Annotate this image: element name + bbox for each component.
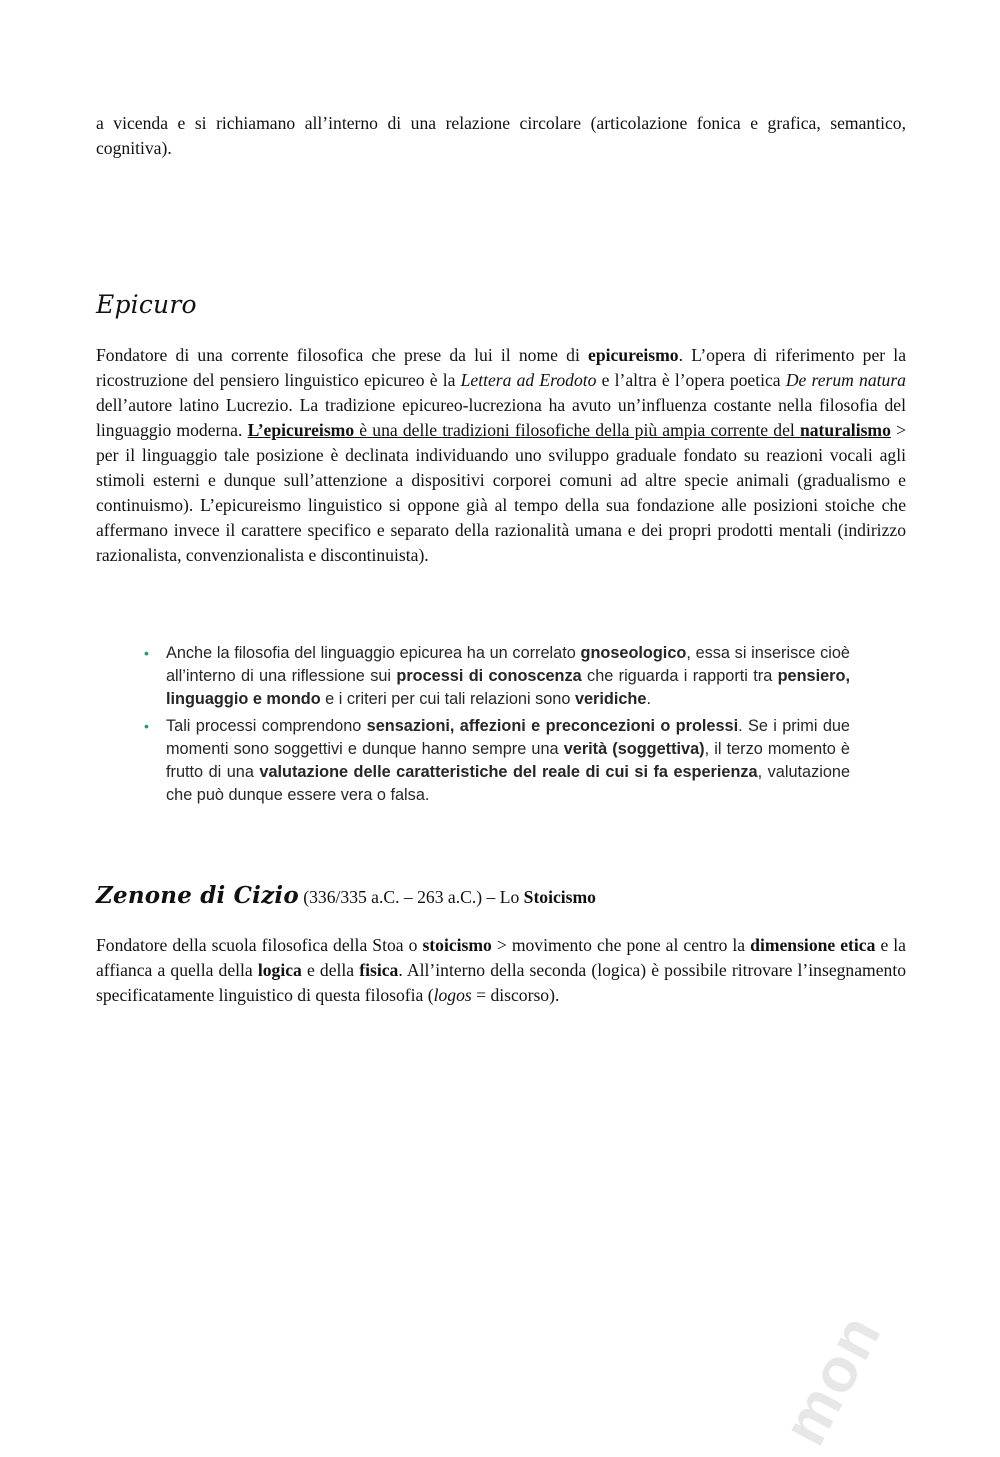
watermark: mon (769, 1302, 896, 1457)
zenone-paragraph: Fondatore della scuola filosofica della Stoa o stoicismo > movimento che pone al centro la dimensione etica e la affianca a quella della logica e della fisica. All’interno della seconda (logica) è possibile ritrovare l’insegnamento specificatamente linguistico di questa filosofia (logos = discorso). (96, 935, 907, 1005)
title-lettera-ad-erodoto: Lettera ad Erodoto (460, 370, 597, 390)
bullet-icon: • (144, 645, 149, 661)
intro-text: a vicenda e si richiamano all’interno di una relazione circolare (articolazione fonica e grafica, semantico, cognitiva). (96, 113, 906, 158)
epicuro-heading: Epicuro (96, 290, 197, 319)
epicuro-paragraph: Fondatore di una corrente filosofica che prese da lui il nome di epicureismo. L’opera di riferimento per la ricostruzione del pensiero linguistico epicureo è la Lettera ad Erodoto e l’altra è l’opera poetica De rerum natura dell’autore latino Lucrezio. La tradizione epicureo-lucreziona ha avuto un’influenza costante nella filosofia del linguaggio moderna. L’epicureismo è una delle tradizioni filosofiche della più ampia corrente del naturalismo > per il linguaggio tale posizione è declinata individuando uno sviluppo graduale fondato su reazioni vocali agli stimoli esterni e dunque sull’attenzione a dispositivi corporei comuni ad altre specie animali (gradualismo e continuismo). L’epicureismo linguistico si oppone già al tempo della sua fondazione alle posizioni stoiche che affermano invece il carattere specifico e separato della razionalità umana e dei propri prodotti mentali (indirizzo razionalista, convenzionalista e discontinuista). (96, 345, 906, 565)
term-epicureismo: epicureismo (588, 345, 679, 365)
list-item: • Anche la filosofia del linguaggio epicurea ha un correlato gnoseologico, essa si inserisce cioè all’interno di una riflessione sui processi di conoscenza che riguarda i rapporti tra pensiero, linguaggio e mondo e i criteri per cui tali relazioni sono veridiche. (144, 644, 850, 708)
bullet-icon: • (144, 718, 149, 734)
summary-list (142, 642, 850, 807)
zenone-heading-title: Zenone di Cizio (96, 882, 299, 909)
title-de-rerum-natura: De rerum natura (785, 370, 906, 390)
intro-paragraph (96, 111, 906, 161)
list-item: • Tali processi comprendono sensazioni, affezioni e preconcezioni o prolessi. Se i primi due momenti sono soggettivi e dunque hanno sempre una verità (soggettiva), il terzo momento è frutto di una valutazione delle caratteristiche del reale di cui si fa esperienza, valutazione che può dunque essere vera o falsa. (144, 717, 851, 804)
zenone-heading: Zenone di Cizio (336/335 a.C. – 263 a.C.) – Lo Stoicismo (96, 882, 596, 909)
underlined-statement: L’epicureismo è una delle tradizioni filosofiche della più ampia corrente del naturalismo (247, 420, 891, 440)
